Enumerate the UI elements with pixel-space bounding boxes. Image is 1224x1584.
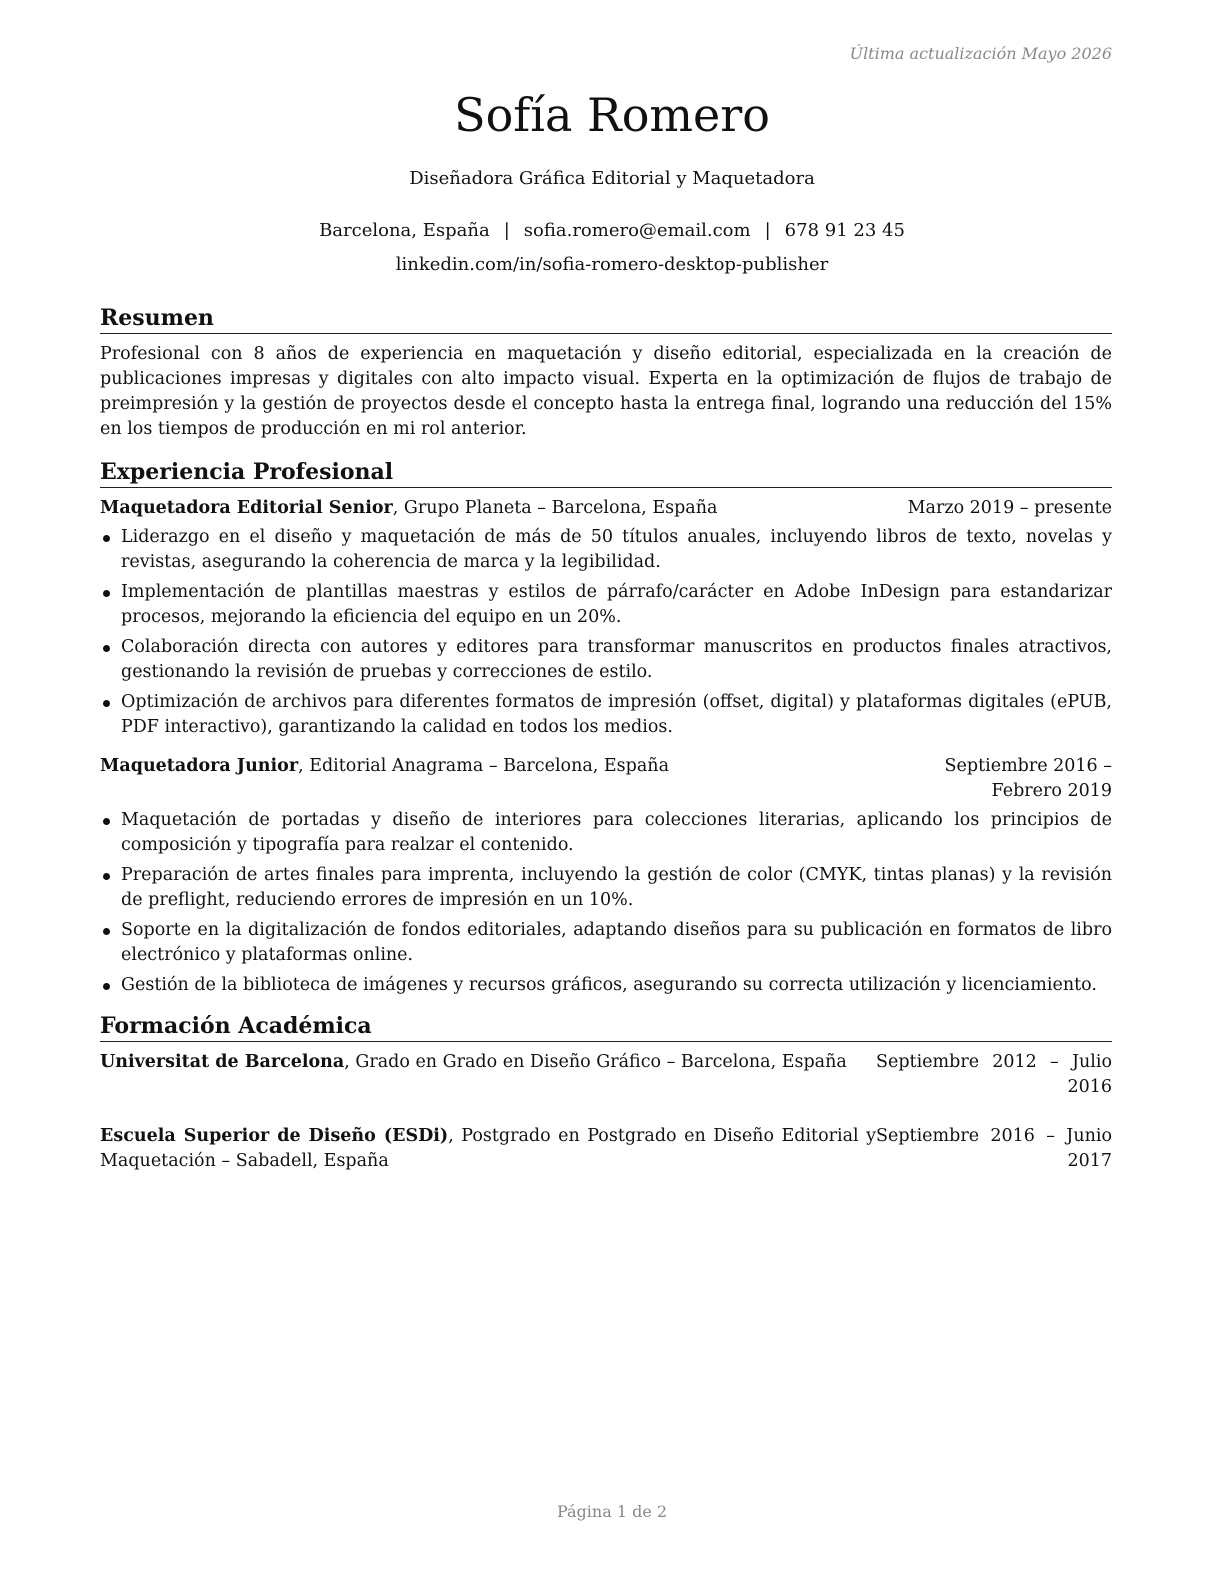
bullet-text: Preparación de artes finales para imprenta, incluyendo la gestión de color (CMYK, tintas planas) y la revisión de preflight, reduciendo errores de impresión en un 10%.	[121, 865, 1112, 910]
experience-section	[100, 458, 1112, 998]
candidate-name: Sofía Romero	[454, 88, 770, 142]
bullet-text: Gestión de la biblioteca de imágenes y recursos gráficos, asegurando su correcta utilización y licenciamiento.	[121, 975, 1097, 995]
job-dates: Septiembre 2016 – Febrero 2019	[944, 756, 1112, 801]
education-title-line	[100, 1050, 876, 1100]
bullet-item	[100, 863, 1112, 913]
location: Barcelona, España	[319, 220, 490, 241]
job-bullets	[100, 525, 1112, 740]
education-list	[100, 1050, 1112, 1174]
job-header	[100, 754, 1112, 804]
bullet-text: Soporte en la digitalización de fondos editoriales, adaptando diseños para su publicación en formatos de libro electrónico y plataformas online.	[121, 920, 1112, 965]
bullet-item	[100, 690, 1112, 740]
education-dates: Septiembre 2012 – Julio 2016	[876, 1052, 1112, 1097]
bullet-text: Colaboración directa con autores y editores para transformar manuscritos en productos finales atractivos, gestionando la revisión de pruebas y correcciones de estilo.	[121, 637, 1112, 682]
summary-section	[100, 304, 1112, 442]
bullet-item	[100, 973, 1112, 998]
job-title-line	[100, 496, 892, 521]
resume-content	[100, 304, 1112, 1174]
section-heading: Experiencia Profesional	[100, 458, 1112, 488]
bullet-icon	[103, 535, 110, 542]
bullet-icon	[103, 983, 110, 990]
job-bullets	[100, 808, 1112, 998]
section-heading: Resumen	[100, 304, 1112, 334]
bullet-icon	[103, 700, 110, 707]
degree-detail: , Grado en Grado en Diseño Gráfico – Barcelona, España	[344, 1052, 847, 1072]
job-dates: Marzo 2019 – presente	[907, 498, 1112, 518]
education-entry	[100, 1050, 1112, 1100]
education-dates: Septiembre 2016 – Junio 2017	[876, 1126, 1112, 1171]
bullet-item	[100, 580, 1112, 630]
phone: 678 91 23 45	[784, 220, 905, 241]
job-role: Maquetadora Editorial Senior	[100, 498, 393, 518]
job-company: , Editorial Anagrama – Barcelona, España	[298, 756, 670, 776]
job-list	[100, 496, 1112, 998]
degree-detail: , Postgrado en Postgrado en Diseño Editorial y Maquetación – Sabadell, España	[100, 1126, 876, 1171]
email-link[interactable]: sofia.romero@email.com	[523, 220, 751, 241]
bullet-item	[100, 808, 1112, 858]
education-title-line	[100, 1124, 876, 1174]
bullet-icon	[103, 818, 110, 825]
bullet-text: Liderazgo en el diseño y maquetación de más de 50 títulos anuales, incluyendo libros de texto, novelas y revistas, asegurando la coherencia de marca y la legibilidad.	[121, 527, 1112, 572]
job-header	[100, 496, 1112, 521]
bullet-icon	[103, 645, 110, 652]
job-title-line	[100, 754, 872, 804]
job-entry	[100, 496, 1112, 740]
bullet-item	[100, 525, 1112, 575]
separator: |	[503, 220, 510, 241]
bullet-text: Maquetación de portadas y diseño de interiores para colecciones literarias, aplicando los principios de composición y tipografía para realzar el contenido.	[121, 810, 1112, 855]
summary-text: Profesional con 8 años de experiencia en maquetación y diseño editorial, especializada en la creación de publicaciones impresas y digitales con alto impacto visual. Experta en la optimización de flujos de trabajo de preimpresión y la gestión de proyectos desde el concepto hasta la entrega final, logrando una reducción del 15% en los tiempos de producción en mi rol anterior.	[100, 344, 1112, 439]
school-name: Escuela Superior de Diseño (ESDi)	[100, 1126, 449, 1146]
bullet-text: Optimización de archivos para diferentes formatos de impresión (offset, digital) y plataformas digitales (ePUB, PDF interactivo), garantizando la calidad en todos los medios.	[121, 692, 1112, 737]
bullet-text: Implementación de plantillas maestras y estilos de párrafo/carácter en Adobe InDesign para estandarizar procesos, mejorando la eficiencia del equipo en un 20%.	[121, 582, 1112, 627]
contact-line	[0, 220, 1224, 241]
bullet-icon	[103, 873, 110, 880]
job-title: Diseñadora Gráfica Editorial y Maquetadora	[409, 168, 815, 189]
school-name: Universitat de Barcelona	[100, 1052, 345, 1072]
education-section	[100, 1012, 1112, 1174]
bullet-item	[100, 918, 1112, 968]
page-number: Página 1 de 2	[556, 1502, 668, 1521]
job-company: , Grupo Planeta – Barcelona, España	[392, 498, 718, 518]
section-heading: Formación Académica	[100, 1012, 1112, 1042]
bullet-icon	[103, 590, 110, 597]
linkedin-link[interactable]: linkedin.com/in/sofia-romero-desktop-publisher	[395, 254, 829, 275]
last-updated: Última actualización Mayo 2026	[849, 44, 1112, 63]
education-entry	[100, 1124, 1112, 1174]
job-entry	[100, 754, 1112, 998]
job-role: Maquetadora Junior	[100, 756, 299, 776]
separator: |	[764, 220, 771, 241]
bullet-icon	[103, 928, 110, 935]
bullet-item	[100, 635, 1112, 685]
